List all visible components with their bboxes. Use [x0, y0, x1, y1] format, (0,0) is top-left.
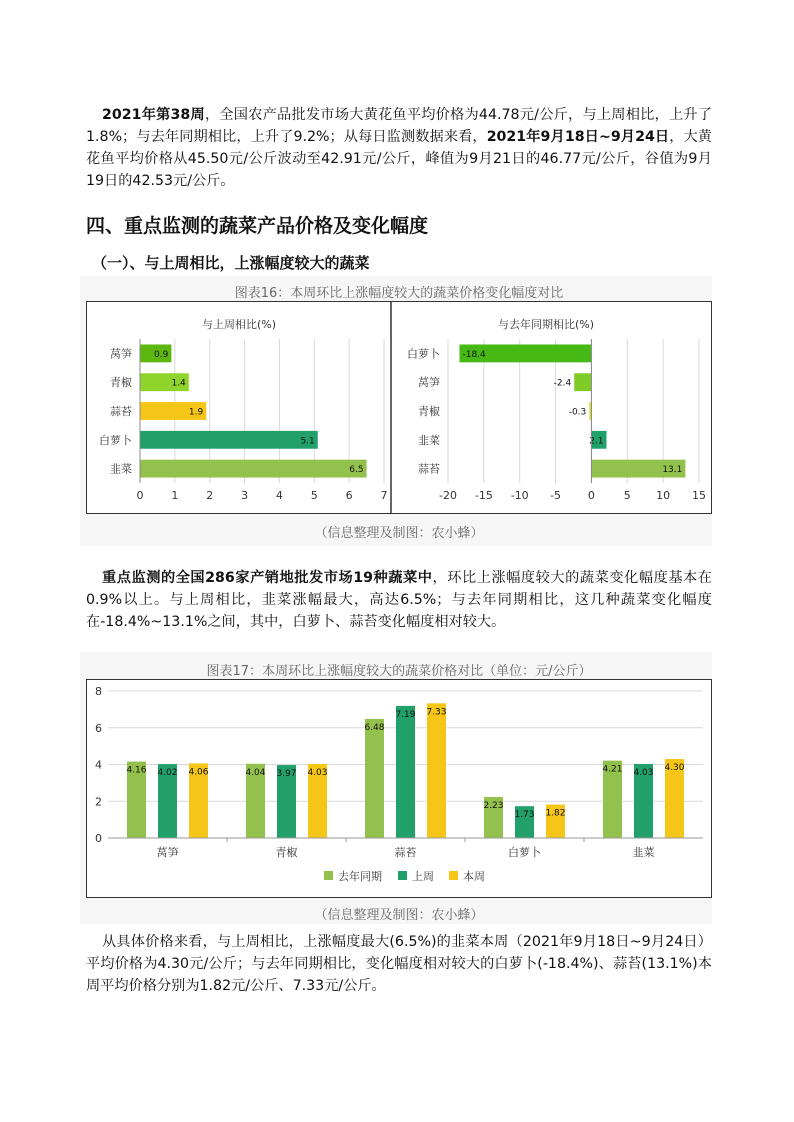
- category-label: 韭菜: [109, 462, 132, 476]
- data-label: 3.97: [275, 768, 297, 779]
- data-label: 4.03: [632, 767, 654, 778]
- legend-label: 本周: [462, 869, 485, 883]
- data-label: 4.30: [663, 762, 685, 773]
- chart2-title: 与去年同期相比(%): [497, 317, 594, 331]
- category-label: 白萝卜: [98, 433, 132, 447]
- data-label: 7.19: [394, 709, 416, 720]
- data-label: -2.4: [553, 378, 571, 389]
- category-label: 韭菜: [632, 845, 654, 859]
- category-label: 莴笋: [417, 375, 440, 389]
- tick-label: 7: [380, 488, 387, 502]
- bar: [427, 703, 446, 838]
- tick-label: 5: [623, 488, 631, 502]
- category-label: 莴笋: [109, 346, 132, 360]
- chart1-title: 与上周相比(%): [201, 317, 276, 331]
- data-label: 4.02: [156, 767, 178, 778]
- figure16-source: （信息整理及制图：农小蜂）: [314, 526, 484, 541]
- figure17-svg: [86, 679, 712, 898]
- tick-label: 4: [94, 758, 102, 771]
- tick-label: -15: [474, 488, 493, 502]
- data-label: 4.03: [306, 767, 328, 778]
- tick-label: 0: [94, 831, 102, 845]
- category-label: 青椒: [275, 845, 297, 859]
- tick-label: 4: [275, 488, 283, 502]
- paragraph-text: 从具体价格来看，与上周相比，上涨幅度最大(6.5%)的韭菜本周（2021年9月18日~9月24日）平均价格为4.30元/公斤；与去年同期相比，变化幅度相对较大的白萝卜(-18.4%)、蒜苔(13.1%)本周平均价格分别为1.82元/公斤、7.33元/公斤。: [86, 934, 712, 994]
- data-label: -0.3: [568, 407, 586, 417]
- category-label: 白萝卜: [406, 346, 440, 360]
- tick-label: 0: [587, 488, 595, 502]
- data-label: 13.1: [661, 464, 682, 475]
- paragraph-text: ，全国农产品批发市场大黄花鱼平均价格为44.78元/公斤，与上周相比，上升了1.8%；与去年同期相比，上升了9.2%；从每日监测数据来看，: [86, 107, 712, 145]
- bar: [365, 718, 384, 837]
- figure17-caption: 图表17：本周环比上涨幅度较大的蔬菜价格对比（单位：元/公斤）: [206, 664, 592, 679]
- bar: [140, 430, 318, 448]
- category-label: 蒜苔: [417, 462, 440, 476]
- tick-label: 15: [691, 488, 706, 502]
- legend-label: 上周: [411, 869, 434, 883]
- legend-label: 去年同期: [337, 869, 382, 883]
- category-label: 韭菜: [417, 433, 440, 447]
- paragraph-bold-lead: 重点监测的全国286家产销地批发市场19种蔬菜中: [102, 570, 433, 586]
- category-label: 蒜苔: [109, 404, 132, 418]
- data-label: 4.06: [187, 766, 209, 777]
- data-label: 4.21: [601, 764, 623, 775]
- figure16-caption: 图表16：本周环比上涨幅度较大的蔬菜价格变化幅度对比: [234, 286, 564, 301]
- legend-swatch: [449, 871, 458, 880]
- tick-label: 1: [170, 488, 178, 502]
- tick-label: -20: [438, 488, 457, 502]
- bar: [396, 705, 415, 837]
- data-label: 1.4: [170, 378, 186, 389]
- data-label: 1.9: [188, 407, 203, 417]
- tick-label: 2: [94, 794, 102, 808]
- data-label: 6.48: [363, 722, 385, 733]
- tick-label: 6: [345, 488, 353, 502]
- paragraph-text: ，大黄花鱼平均价格从45.50元/公斤波动至42.91元/公斤，峰值为9月21日的46.77元/公斤，谷值为9月19日的42.53元/公斤。: [86, 129, 712, 189]
- paragraph-price-detail: [86, 931, 712, 997]
- tick-label: 6: [94, 721, 102, 735]
- category-label: 青椒: [417, 404, 440, 418]
- tick-label: 10: [655, 488, 670, 502]
- data-label: -18.4: [461, 349, 486, 360]
- bar: [140, 459, 367, 477]
- category-label: 蒜苔: [394, 845, 416, 859]
- data-label: 6.5: [348, 464, 364, 475]
- tick-label: -10: [510, 488, 529, 502]
- tick-label: 2: [205, 488, 213, 502]
- section-title: 四、重点监测的蔬菜产品价格及变化幅度: [86, 215, 429, 237]
- bar: [574, 373, 591, 391]
- subsection-title: （一）、与上周相比，上涨幅度较大的蔬菜: [92, 254, 370, 272]
- date-range-label: 2021年9月18日~9月24日: [486, 129, 670, 145]
- tick-label: 3: [240, 488, 248, 502]
- data-label: 1.73: [513, 809, 535, 820]
- tick-label: -5: [549, 488, 561, 502]
- category-label: 青椒: [109, 375, 132, 389]
- paragraph-vegetable-summary: [86, 567, 712, 633]
- paragraph-text: ，环比上涨幅度较大的蔬菜变化幅度基本在0.9%以上。与上周相比，韭菜涨幅最大，高达6.5%；与去年同期相比，这几种蔬菜变化幅度在-18.4%~13.1%之间，其中，白萝卜、蒜苔变化幅度相对较大。: [86, 570, 712, 630]
- data-label: 7.33: [425, 706, 447, 717]
- category-label: 莴笋: [156, 845, 178, 859]
- week-label: 2021年第38周: [102, 107, 205, 123]
- tick-label: 5: [310, 488, 318, 502]
- data-label: 5.1: [299, 435, 315, 446]
- figure17-source: （信息整理及制图：农小蜂）: [314, 908, 484, 923]
- data-label: 4.04: [244, 767, 266, 778]
- data-label: 4.16: [125, 765, 147, 776]
- tick-label: 0: [136, 488, 143, 502]
- figure17-chart-frame: [86, 679, 712, 898]
- figure16-svg: [86, 301, 712, 514]
- data-label: 1.82: [544, 808, 566, 819]
- tick-label: 8: [94, 684, 102, 698]
- legend-swatch: [324, 871, 333, 880]
- category-label: 白萝卜: [507, 845, 541, 859]
- legend-swatch: [398, 871, 407, 880]
- data-label: 0.9: [153, 349, 168, 360]
- figure16-chart-frame: [86, 301, 712, 514]
- paragraph-fish-price: [86, 104, 712, 192]
- data-label: 2.23: [482, 800, 504, 811]
- data-label: 2.1: [588, 435, 603, 446]
